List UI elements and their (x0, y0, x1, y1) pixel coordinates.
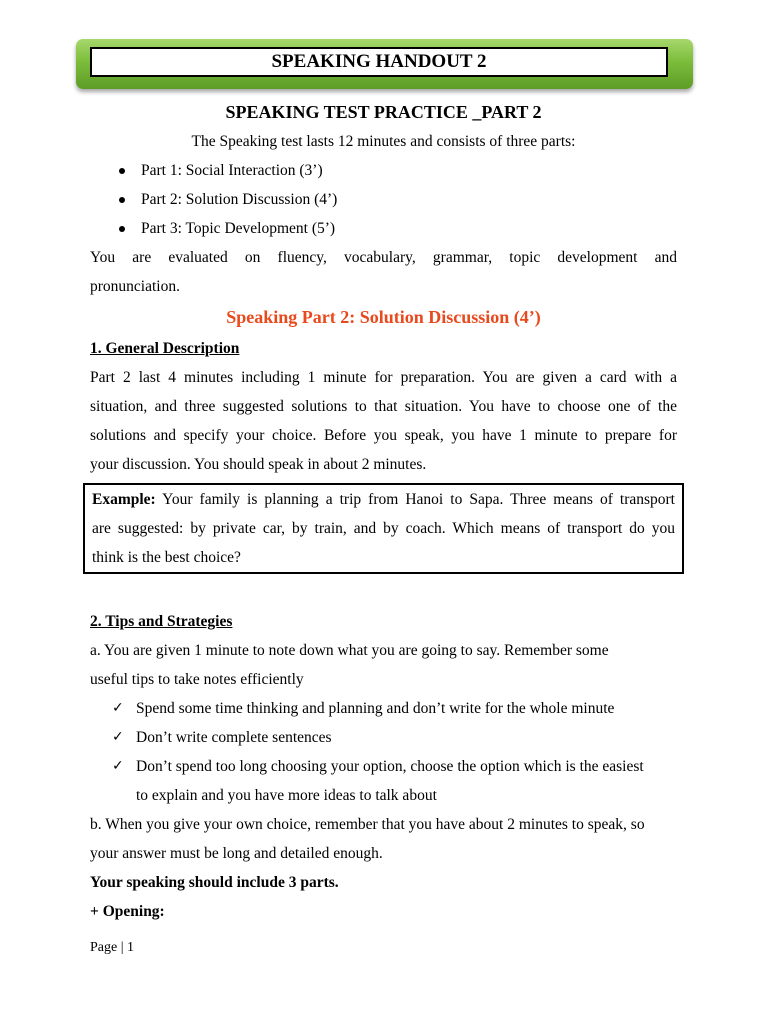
check-list-item: ✓ Don’t spend too long choosing your option, choose the option which is the easiest (90, 752, 677, 781)
paragraph-line: Part 2 last 4 minutes including 1 minute for preparation. You are given a card with a (90, 369, 677, 386)
general-description-heading: 1. General Description (90, 340, 240, 357)
test-heading: SPEAKING TEST PRACTICE _PART 2 (225, 102, 542, 122)
opening-label: + Opening: (90, 903, 165, 920)
checkmark-icon: ✓ (112, 700, 124, 716)
tips-heading: 2. Tips and Strategies (90, 613, 233, 630)
handout-title: SPEAKING HANDOUT 2 (90, 47, 668, 77)
part-list-item: Part 2: Solution Discussion (4’) (90, 185, 677, 214)
document-body (90, 97, 677, 926)
tips-b-line: b. When you give your own choice, remember that you have about 2 minutes to speak, so (90, 816, 645, 833)
example-label: Example: (92, 491, 156, 508)
section-title: Speaking Part 2: Solution Discussion (4’) (226, 307, 541, 327)
example-box (83, 483, 684, 574)
intro-text: The Speaking test lasts 12 minutes and consists of three parts: (191, 133, 576, 150)
bullet-icon (119, 226, 125, 232)
example-line: think is the best choice? (92, 549, 241, 566)
check-list-item: ✓ Spend some time thinking and planning and don’t write for the whole minute (90, 694, 677, 723)
checkmark-icon: ✓ (112, 758, 124, 774)
spacer (90, 578, 677, 607)
title-banner (76, 39, 693, 89)
example-line: Example: Your family is planning a trip from Hanoi to Sapa. Three means of transport (92, 491, 675, 508)
part-list-item: Part 3: Topic Development (5’) (90, 214, 677, 243)
example-line: are suggested: by private car, by train, and by coach. Which means of transport do you (92, 520, 675, 537)
include-text: Your speaking should include 3 parts. (90, 874, 339, 891)
checkmark-icon: ✓ (112, 729, 124, 745)
tips-b-line: your answer must be long and detailed enough. (90, 845, 383, 862)
part-list-item: Part 1: Social Interaction (3’) (90, 156, 677, 185)
tips-a-line: useful tips to take notes efficiently (90, 671, 304, 688)
bullet-icon (119, 168, 125, 174)
paragraph-line: your discussion. You should speak in about 2 minutes. (90, 456, 427, 473)
evaluation-text-cont: pronunciation. (90, 278, 180, 295)
check-list-item-cont: to explain and you have more ideas to talk about (136, 787, 437, 804)
tips-a-line: a. You are given 1 minute to note down what you are going to say. Remember some (90, 642, 609, 659)
paragraph-line: solutions and specify your choice. Before you speak, you have 1 minute to prepare for (90, 427, 677, 444)
evaluation-text: You are evaluated on fluency, vocabulary, grammar, topic development and (90, 249, 677, 266)
paragraph-line: situation, and three suggested solutions to that situation. You have to choose one of the (90, 398, 677, 415)
check-list-item: ✓ Don’t write complete sentences (90, 723, 677, 752)
bullet-icon (119, 197, 125, 203)
page-number: Page | 1 (90, 940, 135, 955)
